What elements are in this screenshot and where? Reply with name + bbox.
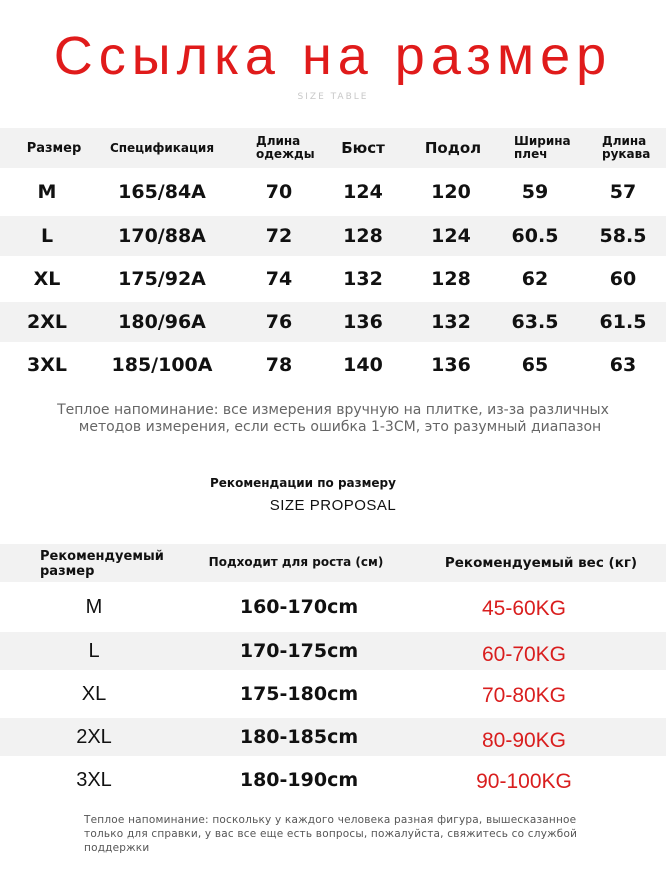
recommendation-title: Рекомендации по размеру: [210, 476, 396, 490]
rec-header-size: [40, 544, 180, 584]
recommendation-subtitle: SIZE PROPOSAL: [269, 497, 397, 514]
size-cell: 2XL: [27, 311, 67, 333]
measurement-note-line-1: Теплое напоминание: все измерения вручную на плитке, из-за различных: [57, 402, 609, 418]
support-note: Теплое напоминание: поскольку у каждого человека разная фигура, вышесказанное только для справки, у вас все еще есть вопросы, пожалуйста, свяжитесь со службой поддержки: [84, 814, 578, 854]
size-cell: 132: [343, 268, 383, 290]
measurement-note-line-2: методов измерения, если есть ошибка 1-3CM, это разумный диапазон: [78, 419, 602, 435]
size-cell: 65: [521, 354, 549, 376]
rec-header-height: Подходит для роста (см): [208, 554, 384, 569]
size-header-length: [256, 128, 326, 168]
size-cell: 124: [431, 225, 471, 247]
size-cell: 124: [343, 181, 383, 203]
rec-cell-height: 160-170cm: [239, 596, 359, 618]
size-cell: 63: [609, 354, 637, 376]
rec-cell-weight: 45-60KG: [481, 597, 567, 620]
rec-cell-size: 3XL: [76, 768, 112, 791]
rec-cell-size: XL: [81, 682, 107, 705]
rec-cell-height: 170-175cm: [239, 640, 359, 662]
size-cell: 136: [431, 354, 471, 376]
rec-header-weight: Рекомендуемый вес (кг): [444, 554, 638, 571]
size-cell: 61.5: [599, 311, 647, 333]
size-cell: 3XL: [27, 354, 67, 376]
size-header-spec: Спецификация: [109, 140, 215, 155]
size-cell: 132: [431, 311, 471, 333]
size-cell: 60.5: [511, 225, 559, 247]
rec-cell-weight: 60-70KG: [481, 643, 567, 666]
size-header-shoulder-text: Ширина плеч: [514, 134, 571, 161]
size-cell: 170/88A: [118, 225, 206, 247]
size-cell: 76: [265, 311, 293, 333]
size-cell: L: [40, 225, 54, 247]
size-cell: XL: [33, 268, 61, 290]
size-cell: 63.5: [511, 311, 559, 333]
rec-cell-weight: 70-80KG: [481, 684, 567, 707]
size-cell: 165/84A: [118, 181, 206, 203]
size-cell: 136: [343, 311, 383, 333]
rec-cell-height: 175-180cm: [239, 683, 359, 705]
size-cell: 70: [265, 181, 293, 203]
rec-cell-weight: 80-90KG: [481, 729, 567, 752]
size-cell: 59: [521, 181, 549, 203]
size-header-sleeve: [602, 128, 662, 168]
size-cell: 78: [265, 354, 293, 376]
size-cell: 175/92A: [118, 268, 206, 290]
size-cell: 60: [609, 268, 637, 290]
ghost-subtitle: SIZE TABLE: [297, 92, 369, 102]
size-cell: 57: [609, 181, 637, 203]
rec-cell-size: 2XL: [76, 725, 112, 748]
size-header-hem: Подол: [424, 138, 482, 157]
size-cell: 128: [343, 225, 383, 247]
size-cell: 72: [265, 225, 293, 247]
size-header-shoulder: [514, 128, 584, 168]
size-cell: 58.5: [599, 225, 647, 247]
rec-cell-height: 180-185cm: [239, 726, 359, 748]
rec-cell-height: 180-190cm: [239, 769, 359, 791]
size-cell: 128: [431, 268, 471, 290]
rec-header-size-text: Рекомендуемый размер: [40, 549, 164, 579]
rec-cell-size: L: [88, 639, 100, 662]
size-cell: 185/100A: [111, 354, 213, 376]
size-cell: 180/96A: [118, 311, 206, 333]
size-cell: M: [37, 181, 57, 203]
size-cell: 62: [521, 268, 549, 290]
rec-cell-size: M: [85, 595, 103, 618]
size-header-bust: Бюст: [341, 138, 385, 157]
size-cell: 120: [431, 181, 471, 203]
size-header-sleeve-text: Длина рукава: [602, 134, 651, 161]
page-title: Ссылка на размер: [53, 26, 613, 86]
size-header-length-text: Длина одежды: [256, 134, 315, 161]
size-cell: 140: [343, 354, 383, 376]
rec-cell-weight: 90-100KG: [476, 770, 572, 793]
size-cell: 74: [265, 268, 293, 290]
size-header-size: Размер: [26, 140, 82, 156]
